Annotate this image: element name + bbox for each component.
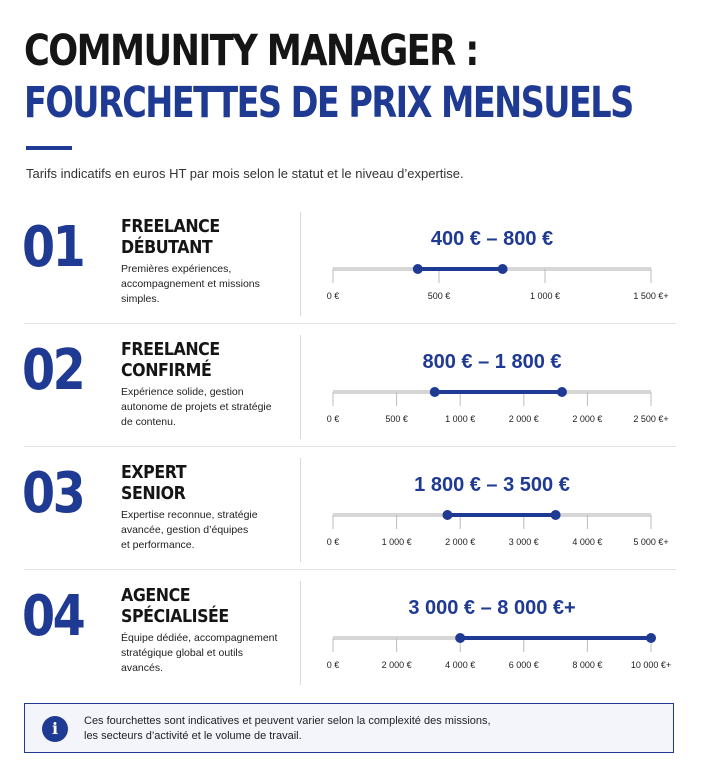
scale-tick-label: 500 €: [385, 414, 408, 424]
scale-tick-label: 0 €: [326, 414, 340, 424]
page-subtitle: Tarifs indicatifs en euros HT par mois selon le statut et le niveau d’expertise.: [26, 166, 464, 181]
column-divider: [300, 212, 301, 316]
tier-description: [121, 631, 291, 676]
scale-tick-label: 4 000 €: [445, 660, 476, 670]
tier-title-line: CONFIRMÉ: [121, 360, 212, 381]
scale-tick-label: 2 000 €: [572, 414, 603, 424]
tier-description-line: Équipe dédiée, accompagnement: [121, 632, 278, 644]
price-tier: [0, 335, 701, 457]
tier-number: 01: [22, 215, 84, 280]
tier-description: [121, 262, 291, 307]
tier-description: [121, 508, 291, 553]
price-range-scale: [320, 623, 678, 679]
scale-tick-label: 6 000 €: [508, 660, 539, 670]
tier-number: 02: [22, 338, 84, 403]
price-tier: [0, 212, 701, 334]
tier-title-line: DÉBUTANT: [121, 237, 213, 258]
range-end-marker: [646, 633, 656, 643]
tier-description-line: Premières expériences,: [121, 263, 232, 275]
scale-tick-label: 1 000 €: [529, 291, 561, 301]
tier-description: [121, 385, 291, 430]
scale-tick-label: 2 000 €: [445, 537, 476, 547]
range-end-marker: [498, 264, 508, 274]
scale-tick-label: 1 000 €: [445, 414, 476, 424]
tier-description-line: accompagnement et missions: [121, 278, 260, 290]
scale-tick-label: 3 000 €: [508, 537, 539, 547]
range-start-marker: [430, 387, 440, 397]
note-line: Ces fourchettes sont indicatives et peuvent varier selon la complexité des missions,: [84, 715, 491, 727]
title-accent-bar: [26, 146, 72, 150]
tier-number: 04: [22, 584, 84, 649]
range-start-marker: [442, 510, 452, 520]
tier-description-line: Expertise reconnue, stratégie: [121, 509, 258, 521]
tier-description-line: Expérience solide, gestion: [121, 386, 244, 398]
column-divider: [300, 335, 301, 439]
tier-title-line: SPÉCIALISÉE: [121, 606, 229, 627]
tier-description-line: et performance.: [121, 539, 195, 551]
tier-title: [121, 585, 279, 627]
column-divider: [300, 581, 301, 685]
scale-tick-label: 2 000 €: [508, 414, 539, 424]
tier-title-line: FREELANCE: [121, 216, 220, 237]
tier-description-line: autonome de projets et stratégie: [121, 401, 272, 413]
tier-range-label: 1 800 € – 3 500 €: [414, 474, 570, 496]
range-start-marker: [455, 633, 465, 643]
price-tier: [0, 581, 701, 703]
tier-range-label: 800 € – 1 800 €: [422, 351, 562, 373]
range-end-marker: [551, 510, 561, 520]
page-title-line2: FOURCHETTES DE PRIX MENSUELS: [24, 78, 633, 128]
note-text: [84, 714, 491, 744]
tier-range-label: 3 000 € – 8 000 €+: [408, 597, 576, 619]
tier-description-line: de contenu.: [121, 416, 176, 428]
tier-description-line: simples.: [121, 293, 160, 305]
scale-tick-label: 0 €: [326, 660, 340, 670]
tier-title-line: EXPERT: [121, 462, 187, 483]
scale-tick-label: 0 €: [326, 537, 340, 547]
scale-tick-label: 8 000 €: [572, 660, 603, 670]
tier-title: [121, 216, 279, 258]
scale-tick-label: 4 000 €: [572, 537, 603, 547]
tier-title-line: FREELANCE: [121, 339, 220, 360]
price-range-scale: [320, 500, 678, 556]
scale-tick-label: 2 500 €+: [633, 414, 669, 424]
scale-tick-label: 5 000 €+: [633, 537, 669, 547]
page-title-line1: COMMUNITY MANAGER :: [24, 26, 478, 76]
scale-tick-label: 10 000 €+: [630, 660, 672, 670]
scale-tick-label: 1 000 €: [381, 537, 412, 547]
price-range-scale: [320, 377, 678, 433]
info-icon: i: [42, 716, 68, 742]
range-start-marker: [413, 264, 423, 274]
scale-tick-label: 0 €: [326, 291, 340, 301]
tier-title: [121, 339, 279, 381]
price-range-scale: [320, 254, 678, 310]
note-line: les secteurs d’activité et le volume de travail.: [84, 730, 302, 742]
tier-title-line: AGENCE: [121, 585, 191, 606]
price-tier: [0, 458, 701, 580]
tier-description-line: avancés.: [121, 662, 164, 674]
scale-tick-label: 1 500 €+: [633, 291, 669, 301]
tier-number: 03: [22, 461, 84, 526]
scale-tick-label: 500 €: [427, 291, 451, 301]
tier-title-line: SENIOR: [121, 483, 186, 504]
column-divider: [300, 458, 301, 562]
tier-title: [121, 462, 279, 504]
tier-range-label: 400 € – 800 €: [430, 228, 554, 250]
scale-tick-label: 2 000 €: [381, 660, 412, 670]
range-end-marker: [557, 387, 567, 397]
tier-description-line: stratégique global et outils: [121, 647, 243, 659]
tier-description-line: avancée, gestion d’équipes: [121, 524, 249, 536]
info-note: [24, 703, 674, 753]
